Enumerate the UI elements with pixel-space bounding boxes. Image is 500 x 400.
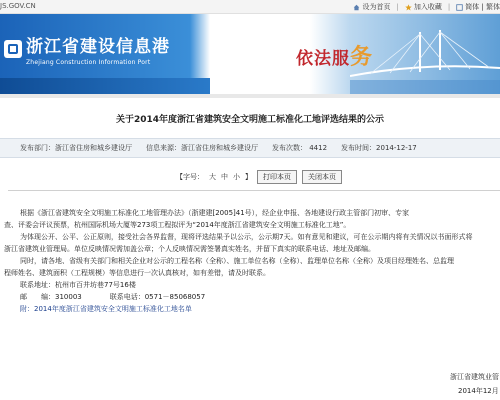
body-line: 同时，请各地、省级有关部门和相关企业对公示的工程名称（全称）、施工单位名称（全称）、监理单位名称（全称）及项目经理姓名、总监理 [20, 257, 454, 265]
source-text: 信息来源：浙江省住房和城乡建设厅 [146, 144, 258, 152]
font-size-small-link[interactable]: 小 [233, 173, 240, 181]
language-switch-link[interactable] [456, 2, 500, 12]
logo-chinese-name: 浙江省建设信息港 [26, 37, 170, 57]
bridge-illustration [350, 24, 500, 94]
set-homepage-link[interactable] [353, 2, 390, 12]
site-logo[interactable] [4, 32, 170, 66]
article-title: 关于2014年度浙江省建筑安全文明施工标准化工地评选结果的公示 [115, 115, 385, 125]
font-size-medium-link[interactable]: 中 [221, 173, 228, 181]
close-page-button[interactable]: 关闭本页 [302, 170, 342, 184]
body-line: 浙江省建筑业管理局。单位反映情况需加盖公章；个人反映情况需签署真实姓名，并留下真实的联系电话、地址及邮编。 [4, 245, 375, 253]
set-homepage-label: 设为首页 [362, 3, 391, 11]
site-url-text: JS.GOV.CN [0, 2, 36, 10]
contact-address: 联系地址：杭州市百井坊巷77号16楼 [20, 281, 136, 289]
font-size-large-link[interactable]: 大 [209, 173, 216, 181]
print-page-button[interactable]: 打印本页 [257, 170, 297, 184]
body-line: 为体现公开、公平、公正原则，接受社会各界监督，现将评选结果予以公示，公示期7天。如有意见和建议，可在公示期内将有关情况以书面形式将 [20, 233, 473, 241]
signature-date: 2014年12月 [458, 387, 499, 395]
top-link-bar [0, 0, 500, 14]
logo-emblem-icon [4, 40, 22, 58]
link-divider: | [447, 3, 451, 11]
banner-gap [0, 94, 500, 98]
view-count-text: 发布次数： 4412 [272, 144, 328, 152]
link-divider: | [396, 3, 399, 11]
home-icon [353, 4, 360, 11]
language-icon [456, 4, 463, 11]
star-icon [405, 4, 412, 11]
contact-postcode-phone: 邮 编：310003 联系电话：0571－85068057 [20, 293, 206, 301]
attachment-list-link[interactable]: 附：2014年度浙江省建筑安全文明施工标准化工地名单 [20, 305, 192, 313]
publish-time-text: 发布时间：2014-12-17 [341, 144, 417, 152]
language-switch-label: 简体 | 繁体 [465, 3, 500, 11]
signature-text: 浙江省建筑业管 [450, 373, 499, 381]
slogan-main: 依法服 [296, 49, 350, 69]
publisher-text: 发布部门：浙江省住房和城乡建设厅 [20, 144, 132, 152]
logo-text [26, 32, 170, 66]
body-line: 程师姓名、建筑面积（工程规模）等信息进行一次认真核对，如有差错，请及时联系。 [4, 269, 270, 277]
font-size-label: 【字号： [176, 173, 204, 181]
article-meta-bar [0, 138, 500, 158]
top-links [353, 2, 500, 12]
logo-english-name: Zhejiang Construction Information Port [26, 59, 151, 66]
add-favorite-link[interactable] [405, 2, 442, 12]
slogan-tail: 务 [350, 44, 374, 70]
font-size-label-close: 】 [245, 173, 252, 181]
add-favorite-label: 加入收藏 [413, 3, 442, 11]
body-line: 根据《浙江省建筑安全文明施工标准化工地管理办法》（浙建建[2005]41号），经企业申报、各地建设行政主管部门初审、专家 [20, 209, 410, 217]
site-banner [0, 14, 500, 94]
body-line: 查、评委会评议预票，杭州国际机场大厦等273项工程拟评为“2014年度浙江省建筑安全文明施工标准化工地”。 [4, 221, 351, 229]
banner-stripe [0, 78, 210, 94]
content-divider [8, 190, 500, 191]
article-tools [176, 170, 342, 184]
